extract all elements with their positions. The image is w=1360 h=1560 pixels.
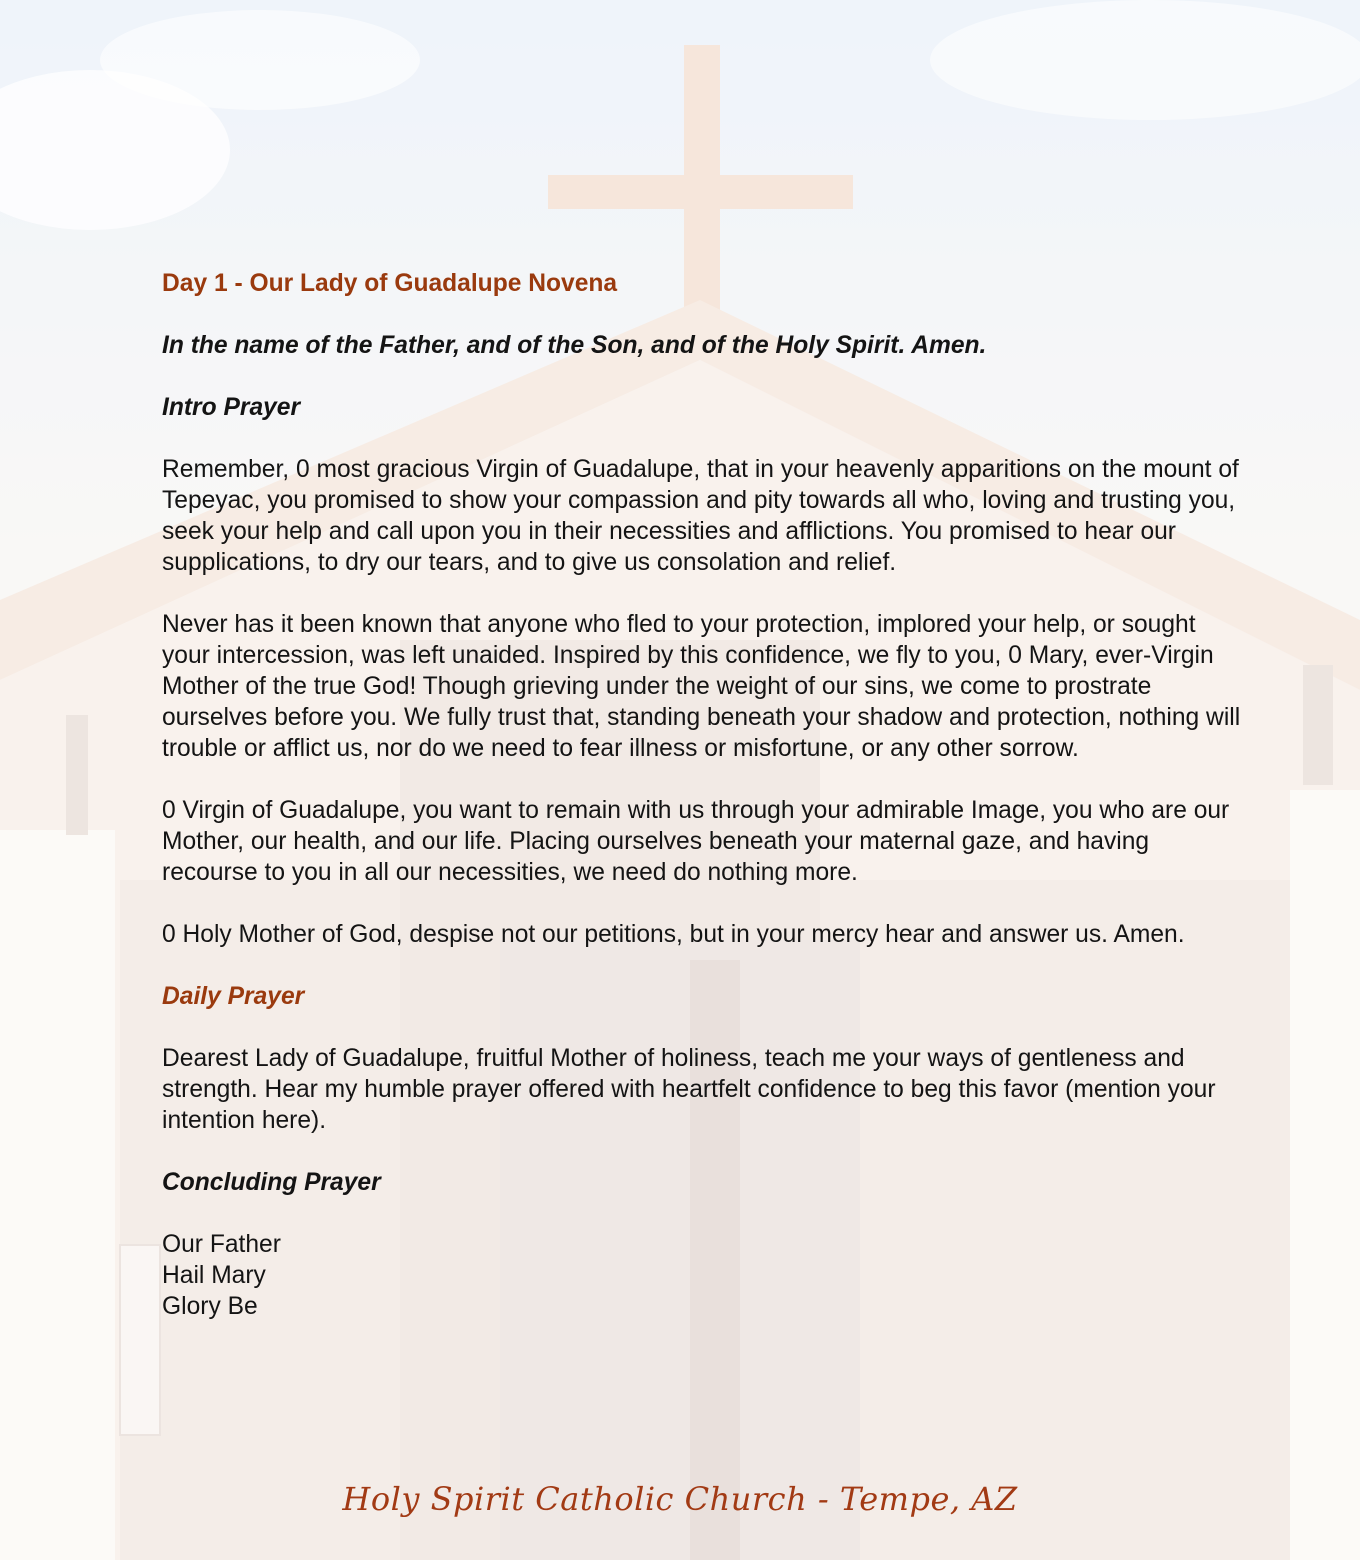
concluding-prayer-list (162, 1229, 1242, 1322)
intro-paragraph: Never has it been known that anyone who fled to your protection, implored your help, or sought your intercession, was left unaided. Inspired by this confidence, we fly to you, 0 Mary, ever-Virgin Mother of the true God! Though grieving under the weight of our sins, we come to prostrate ourselves before you. We fully trust that, standing beneath your shadow and protection, nothing will trouble or afflict us, nor do we need to fear illness or misfortune, or any other sorrow. (162, 611, 1241, 762)
intro-prayer-heading: Intro Prayer (162, 394, 301, 421)
footer-church-name: Holy Spirit Catholic Church - Tempe, AZ (342, 1480, 1018, 1518)
daily-prayer-heading: Daily Prayer (162, 983, 305, 1010)
intro-paragraph: 0 Virgin of Guadalupe, you want to remain with us through your admirable Image, you who are our Mother, our health, and our life. Placing ourselves beneath your maternal gaze, and having recourse to you in all our necessities, we need do nothing more. (162, 797, 1230, 886)
intro-paragraph: 0 Holy Mother of God, despise not our petitions, but in your mercy hear and answer us. Amen. (162, 921, 1185, 948)
invocation: In the name of the Father, and of the Son, and of the Holy Spirit. Amen. (162, 332, 987, 359)
list-item: Glory Be (162, 1293, 258, 1320)
page-title: Day 1 - Our Lady of Guadalupe Novena (162, 270, 618, 297)
daily-prayer-text: Dearest Lady of Guadalupe, fruitful Mother of holiness, teach me your ways of gentleness and strength. Hear my humble prayer offered with heartfelt confidence to beg this favor (mention your intention here). (162, 1045, 1216, 1134)
document-body (162, 268, 1242, 1322)
list-item: Hail Mary (162, 1262, 266, 1289)
concluding-prayer-heading: Concluding Prayer (162, 1169, 381, 1196)
list-item: Our Father (162, 1231, 281, 1258)
intro-paragraph: Remember, 0 most gracious Virgin of Guadalupe, that in your heavenly apparitions on the mount of Tepeyac, you promised to show your compassion and pity towards all who, loving and trusting you, seek your help and call upon you in their necessities and afflictions. You promised to hear our supplications, to dry our tears, and to give us consolation and relief. (162, 456, 1239, 576)
